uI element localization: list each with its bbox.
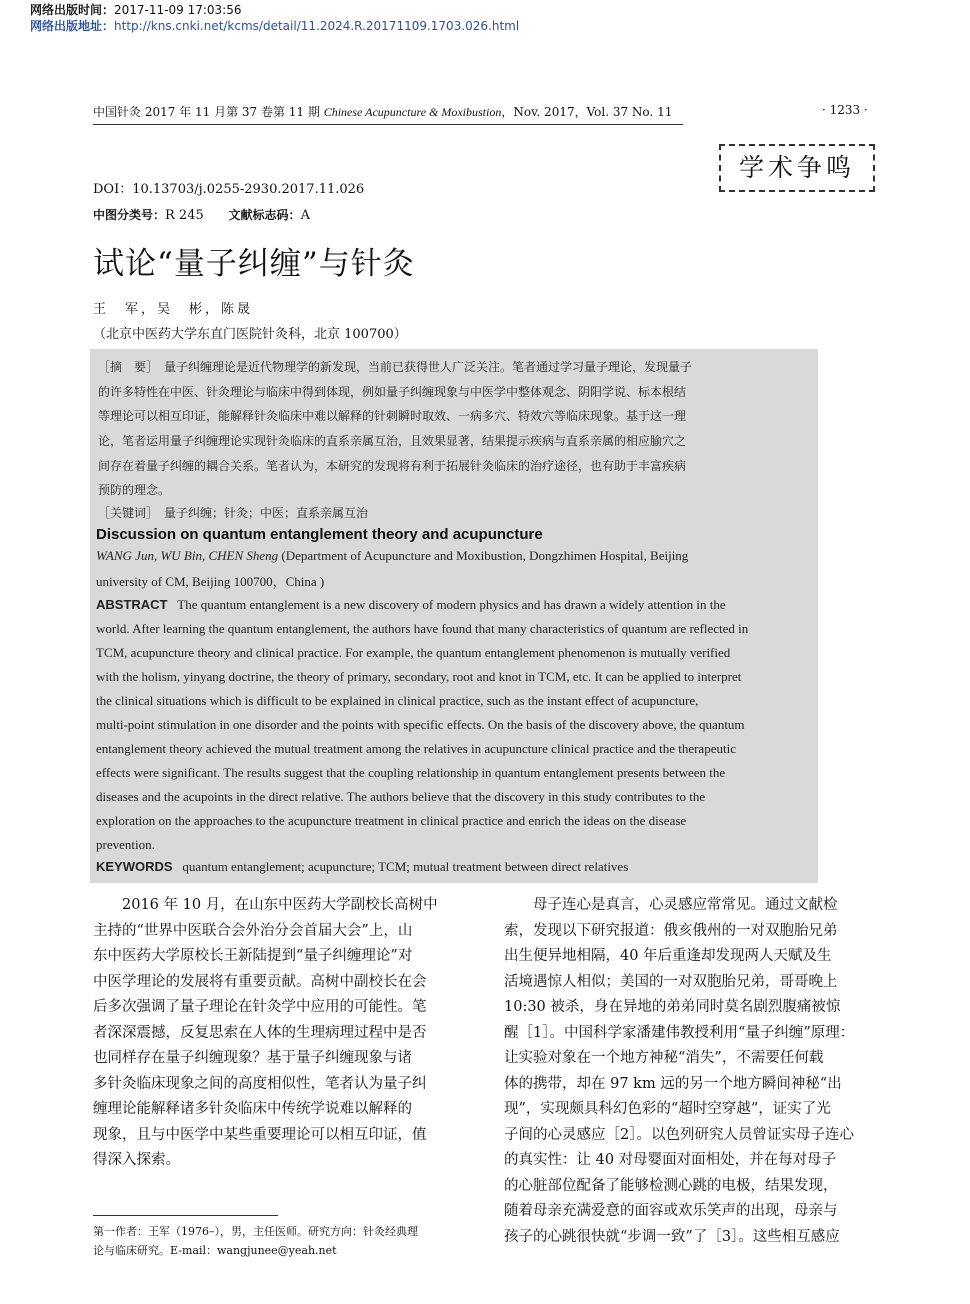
abstract-en-line: entanglement theory achieved the mutual treatment among the relatives in acupuncture clinical practice and the therapeutic xyxy=(96,741,736,756)
keywords-zh-value: 量子纠缠；针灸；中医；直系亲属互治 xyxy=(164,506,369,520)
abstract-zh-line: ［摘 要］ 量子纠缠理论是近代物理学的新发现，当前已获得世人广泛关注。笔者通过学习量子理论，发现量子 xyxy=(98,360,693,374)
body-text-line: 主持的“世界中医联合会外治分会首届大会”上，山 xyxy=(93,922,413,939)
body-text-line: 现”，实现颇具科幻色彩的“超时空穿越”，证实了光 xyxy=(504,1101,831,1117)
body-text-line: 也同样存在量子纠缠现象？基于量子纠缠现象与诸 xyxy=(93,1050,412,1066)
affiliation-zh: （北京中医药大学东直门医院针灸科，北京 100700） xyxy=(93,327,407,342)
body-column-right xyxy=(504,893,882,1250)
abstract-en-line: multi-point stimulation in one disorder and the points with specific effects. On the basis of the discovery above, the quantum xyxy=(96,717,745,732)
abstract-en-line: diseases and the acupoints in the direct relative. The authors believe that the discovery in this study contributes to the xyxy=(96,789,706,804)
body-text-line: 缠理论能解释诸多针灸临床中传统学说难以解释的 xyxy=(93,1101,412,1117)
abstract-en-line: TCM, acupuncture theory and clinical practice. For example, the quantum entanglement phenomenon is mutually verified xyxy=(96,645,731,660)
body-text-line: 中医学理论的发展将有重要贡献。高树中副校长在会 xyxy=(93,973,427,990)
abstract-zh-line: 预防的理念。 xyxy=(98,483,171,497)
body-text-line: 索，发现以下研究报道：俄亥俄州的一对双胞胎兄弟 xyxy=(504,922,838,939)
authors-zh: 王 军，吴 彬，陈晟 xyxy=(93,302,254,317)
journal-name-en: Chinese Acupuncture & Moxibustion xyxy=(323,105,502,119)
body-text-line: 醒［1］。中国科学家潘建伟教授利用“量子纠缠”原理： xyxy=(504,1024,855,1041)
classification-line xyxy=(93,206,310,223)
publication-time-value: 2017-11-09 17:03:56 xyxy=(114,3,242,17)
abstract-zh-label: ［摘 要］ xyxy=(98,360,153,374)
abstract-zh-line: 间存在着量子纠缠的耦合关系。笔者认为，本研究的发现将有利于拓展针灸临床的治疗途径，也有助于丰富疾病 xyxy=(98,459,687,473)
body-text-line: 后多次强调了量子理论在针灸学中应用的可能性。笔 xyxy=(93,999,427,1015)
publication-url-label: 网络出版地址： xyxy=(30,19,115,33)
body-text-line: 东中医药大学原校长王新陆提到“量子纠缠理论”对 xyxy=(93,948,413,964)
clc-value: R 245 xyxy=(165,208,204,223)
body-text-line: 现象，且与中医学中某些重要理论可以相互印证，值 xyxy=(93,1126,427,1143)
footnote-line: 第一作者：王军（1976–），男，主任医师。研究方向：针灸经典理 xyxy=(93,1225,418,1238)
abstract-en-line: effects were significant. The results suggest that the coupling relationship in quantum entanglement presents between the xyxy=(96,765,726,780)
page-number: · 1233 · xyxy=(822,103,868,117)
publication-url xyxy=(30,19,519,34)
abstract-box xyxy=(90,349,818,883)
body-text-line: 母子连心是真言，心灵感应常常见。通过文献检 xyxy=(504,897,838,913)
body-text-line: 得深入探索。 xyxy=(93,1152,180,1168)
keywords-zh-label: ［关键词］ xyxy=(98,506,153,520)
doc-code-label: 文献标志码： xyxy=(228,208,301,222)
authors-en: WANG Jun, WU Bin, CHEN Sheng xyxy=(96,548,279,563)
body-text-line: 者深深震撼，反复思索在人体的生理病理过程中是否 xyxy=(93,1024,427,1041)
body-text-line: 孩子的心跳很快就“步调一致”了［3］。这些相互感应 xyxy=(504,1228,840,1245)
abstract-zh-line: 的许多特性在中医、针灸理论与临床中得到体现，例如量子纠缠现象与中医学中整体观念、阴阳学说、标本根结 xyxy=(98,385,687,399)
body-text-line: 让实验对象在一个地方神秘“消失”，不需要任何载 xyxy=(504,1050,824,1066)
body-text-line: 的心脏部位配备了能够检测心跳的电极，结果发现， xyxy=(504,1177,838,1194)
body-text-line: 多针灸临床现象之间的高度相似性，笔者认为量子纠 xyxy=(93,1075,427,1092)
article-title-en: Discussion on quantum entanglement theory and acupuncture xyxy=(96,526,543,543)
abstract-en-line: exploration on the approaches to the acupuncture treatment in clinical practice and enrich the ideas on the disease xyxy=(96,813,687,828)
publication-time xyxy=(30,3,241,18)
abstract-en-line: world. After learning the quantum entanglement, the authors have found that many characteristics of quantum are reflected in xyxy=(96,621,749,636)
keywords-en xyxy=(96,859,628,875)
body-text-line: 2016 年 10 月，在山东中医药大学副校长高树中 xyxy=(93,897,438,913)
body-text-line: 10:30 被杀，身在异地的弟弟同时莫名剧烈腹痛被惊 xyxy=(504,999,841,1015)
abstract-en-label: ABSTRACT xyxy=(96,597,168,612)
abstract-en-line: ABSTRACT The quantum entanglement is a new discovery of modern physics and has drawn a widely attention in the xyxy=(96,597,726,612)
body-text-line: 的真实性：让 40 对母婴面对面相处，并在每对母子 xyxy=(504,1152,837,1168)
abstract-en-line: the clinical situations which is difficult to be explained in clinical practice, such as the instant effect of acupuncture, xyxy=(96,693,699,708)
keywords-en-label: KEYWORDS xyxy=(96,859,173,874)
clc-label: 中图分类号： xyxy=(93,208,166,222)
body-text-line: 体的携带，却在 97 km 远的另一个地方瞬间神秘“出 xyxy=(504,1075,842,1092)
body-text-line: 随着母亲充满爱意的面容或欢乐笑声的出现，母亲与 xyxy=(504,1203,838,1219)
footnote-rule xyxy=(93,1215,278,1216)
body-text-line: 活境遇惊人相似；美国的一对双胞胎兄弟，哥哥晚上 xyxy=(504,973,838,990)
doc-code-value: A xyxy=(300,208,310,223)
affiliation-en-cont: university of CM, Beijing 100700，China ) xyxy=(96,574,325,589)
running-header xyxy=(93,103,683,125)
keywords-zh xyxy=(98,504,368,521)
footnote xyxy=(93,1222,418,1260)
section-badge: 学术争鸣 xyxy=(719,144,875,192)
keywords-en-value: quantum entanglement; acupuncture; TCM; mutual treatment between direct relatives xyxy=(182,859,629,874)
abstract-zh-line: 等理论可以相互印证，能解释针灸临床中难以解释的针刺瞬时取效、一病多穴、特效穴等临床现象。基于这一理 xyxy=(98,409,687,423)
abstract-en-line: prevention. xyxy=(96,837,155,852)
article-title: 试论“量子纠缠”与针灸 xyxy=(93,246,415,282)
authors-en-line xyxy=(96,548,688,564)
journal-issue-en: ，Nov. 2017，Vol. 37 No. 11 xyxy=(501,105,673,119)
affiliation-en: (Department of Acupuncture and Moxibustion, Dongzhimen Hospital, Beijing xyxy=(278,548,689,563)
abstract-zh-line: 论，笔者运用量子纠缠理论实现针灸临床的直系亲属互治，且效果显著，结果提示疾病与直系亲属的相应腧穴之 xyxy=(98,434,687,448)
footnote-line: 论与临床研究。E-mail：wangjunee@yeah.net xyxy=(93,1244,337,1257)
publication-url-link[interactable]: http://kns.cnki.net/kcms/detail/11.2024.R.20171109.1703.026.html xyxy=(114,19,520,33)
journal-name-zh: 中国针灸 2017 年 11 月第 37 卷第 11 期 xyxy=(93,105,320,119)
body-column-left xyxy=(93,893,478,1174)
abstract-en-line: with the holism, yinyang doctrine, the theory of primary, secondary, root and knot in TCM, etc. It can be applied to interpret xyxy=(96,669,742,684)
body-text-line: 出生便异地相隔，40 年后重逢却发现两人天赋及生 xyxy=(504,948,832,964)
body-text-line: 子间的心灵感应［2］。以色列研究人员曾证实母子连心 xyxy=(504,1126,854,1143)
doi: DOI：10.13703/j.0255-2930.2017.11.026 xyxy=(93,182,365,197)
publication-time-label: 网络出版时间： xyxy=(30,3,115,17)
